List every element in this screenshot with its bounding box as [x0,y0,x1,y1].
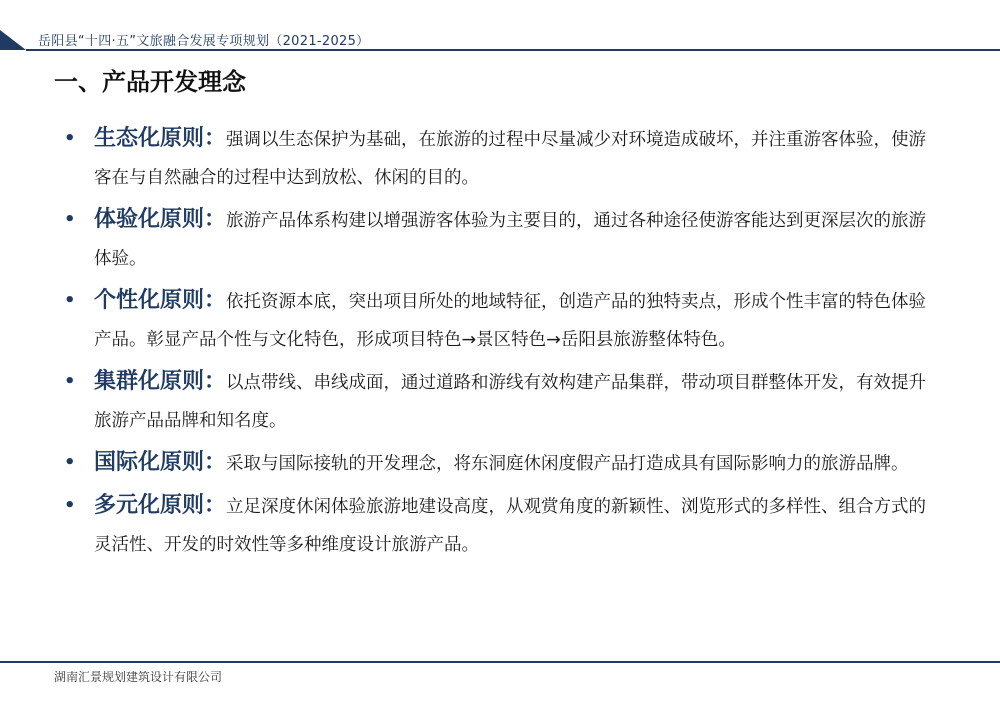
document-header-title: 岳阳县“十四·五”文旅融合发展专项规划（2021-2025） [38,34,370,49]
principle-text: 采取与国际接轨的开发理念，将东洞庭休闲度假产品打造成具有国际影响力的旅游品牌。 [226,454,909,474]
bullet-icon: • [64,371,76,392]
principle-colon: ： [204,493,227,518]
footer-company-name: 湖南汇景规划建筑设计有限公司 [54,670,223,684]
principle-item [60,444,940,483]
principle-item [60,282,940,359]
bullet-icon: • [64,128,76,149]
principle-colon: ： [204,369,227,394]
principle-title: 集群化原则 [94,369,205,394]
principle-text: 强调以生态保护为基础，在旅游的过程中尽量减少对环境造成破坏，并注重游客体验，使游客在与自然融合的过程中达到放松、休闲的目的。 [94,130,927,188]
principle-colon: ： [204,450,227,475]
principle-title: 体验化原则 [94,207,205,232]
principle-text: 旅游产品体系构建以增强游客体验为主要目的，通过各种途径使游客能达到更深层次的旅游体验。 [94,211,927,269]
bullet-icon: • [64,290,76,311]
principle-item [60,487,940,564]
principle-item [60,120,940,197]
bullet-icon: • [64,495,76,516]
bullet-icon: • [64,209,76,230]
principle-text: 立足深度休闲体验旅游地建设高度，从观赏角度的新颖性、浏览形式的多样性、组合方式的灵活性、开发的时效性等多种维度设计旅游产品。 [94,497,927,555]
footer-divider [0,661,1000,663]
principle-item [60,363,940,440]
principle-colon: ： [204,288,227,313]
principle-title: 生态化原则 [94,126,205,151]
bullet-icon: • [64,452,76,473]
principle-title: 个性化原则 [94,288,205,313]
principle-text: 以点带线、串线成面，通过道路和游线有效构建产品集群，带动项目群整体开发，有效提升旅游产品品牌和知名度。 [94,373,927,431]
principle-title: 国际化原则 [94,450,205,475]
principle-item [60,201,940,278]
principles-list [60,120,940,568]
principle-text: 依托资源本底，突出项目所处的地域特征，创造产品的独特卖点，形成个性丰富的特色体验产品。彰显产品个性与文化特色，形成项目特色→景区特色→岳阳县旅游整体特色。 [94,292,927,350]
principle-colon: ： [204,207,227,232]
header-divider [26,49,1000,51]
principle-colon: ： [204,126,227,151]
header-corner-triangle [0,30,26,50]
principle-title: 多元化原则 [94,493,205,518]
section-title: 一、产品开发理念 [54,68,246,96]
